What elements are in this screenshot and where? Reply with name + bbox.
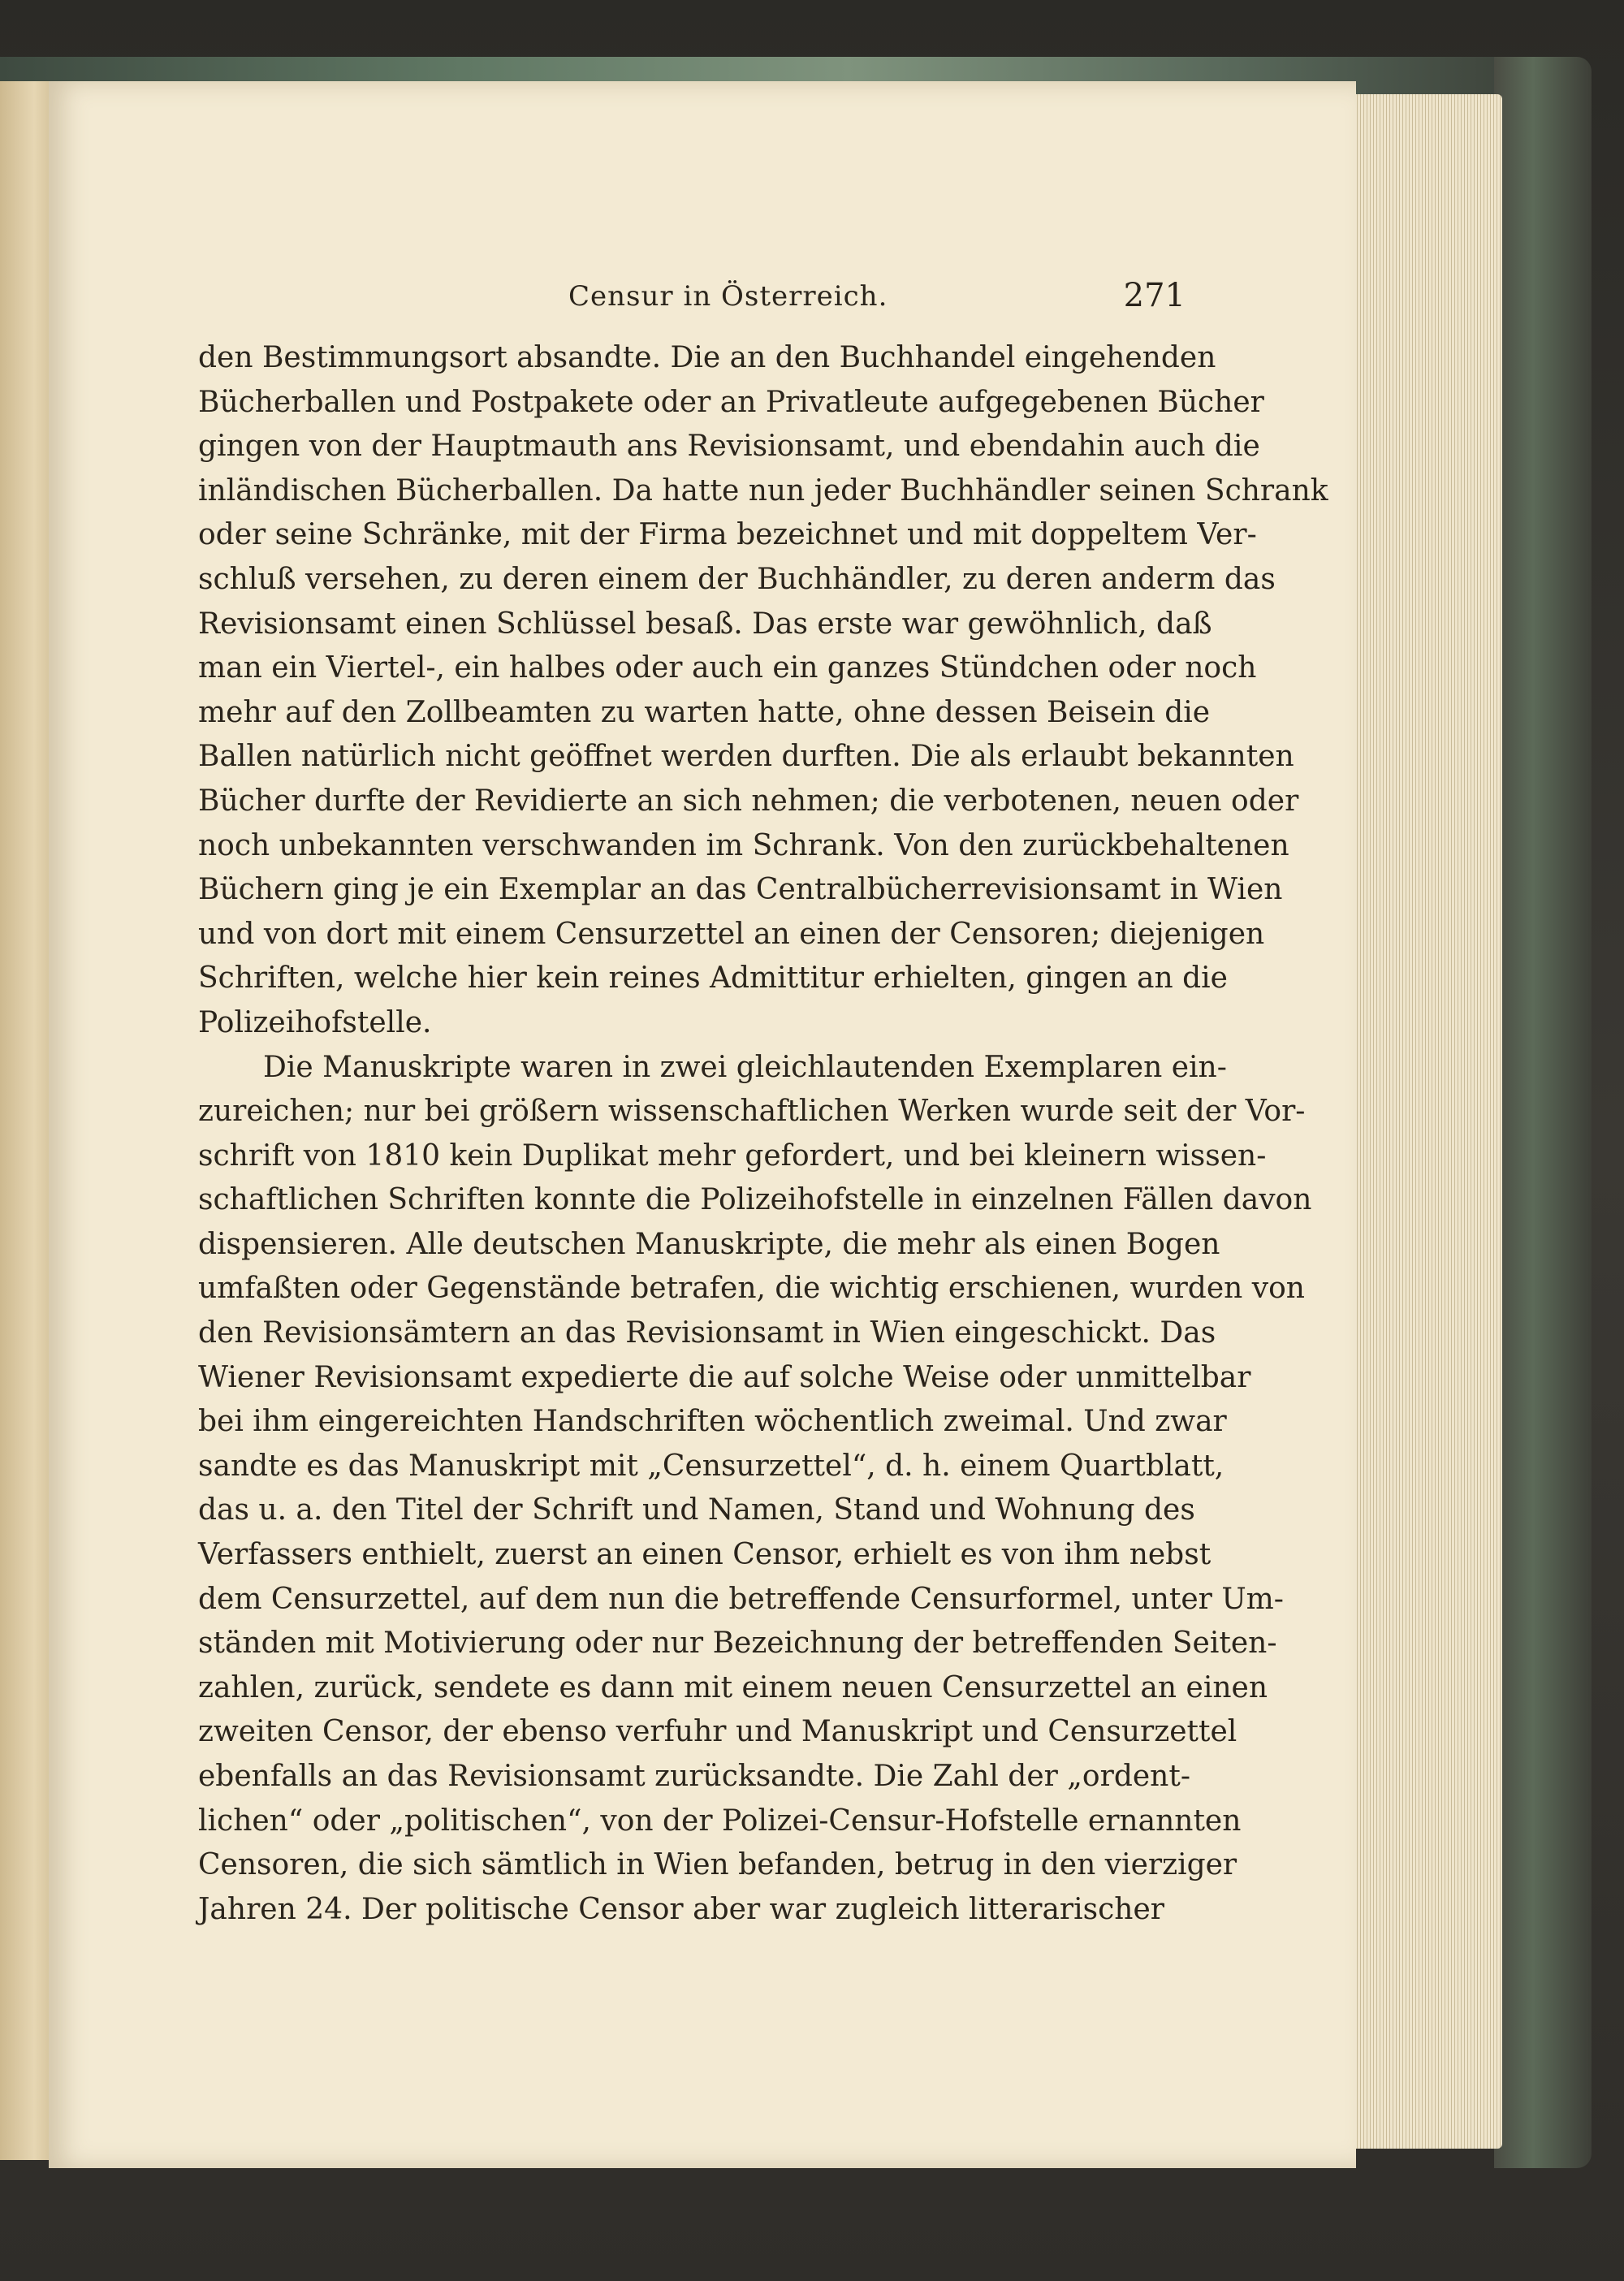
text-line: lichen“ oder „politischen“, von der Polizei-Censur-Hofstelle ernannten <box>198 1804 1242 1838</box>
text-line: dem Censurzettel, auf dem nun die betreffende Censurformel, unter Um- <box>198 1582 1284 1616</box>
text-line: Bücher durfte der Revidierte an sich nehmen; die verbotenen, neuen oder <box>198 784 1299 818</box>
text-line: zweiten Censor, der ebenso verfuhr und Manuskript und Censurzettel <box>198 1715 1237 1749</box>
page-header <box>195 272 1186 329</box>
body-text <box>198 336 1328 1932</box>
left-page-edge <box>0 81 49 2160</box>
text-line: Ballen natürlich nicht geöffnet werden durften. Die als erlaubt bekannten <box>198 740 1294 774</box>
page-edges <box>1348 94 1502 2149</box>
text-line: Verfassers enthielt, zuerst an einen Censor, erhielt es von ihm nebst <box>198 1538 1212 1572</box>
book-cover-right <box>1494 57 1592 2168</box>
page-number: 271 <box>1123 277 1186 314</box>
text-line: Schriften, welche hier kein reines Admittitur erhielten, gingen an die <box>198 961 1228 996</box>
text-line: ständen mit Motivierung oder nur Bezeichnung der betreffenden Seiten- <box>198 1627 1277 1661</box>
text-line: schluß versehen, zu deren einem der Buchhändler, zu deren anderm das <box>198 562 1276 596</box>
text-line: den Bestimmungsort absandte. Die an den Buchhandel eingehenden <box>198 341 1216 374</box>
text-line: das u. a. den Titel der Schrift und Namen, Stand und Wohnung des <box>198 1493 1195 1527</box>
text-line: oder seine Schränke, mit der Firma bezeichnet und mit doppeltem Ver- <box>198 518 1257 552</box>
text-line: man ein Viertel-, ein halbes oder auch ein ganzes Stündchen oder noch <box>198 651 1257 685</box>
text-line: bei ihm eingereichten Handschriften wöchentlich zweimal. Und zwar <box>198 1405 1227 1439</box>
text-line: Bücherballen und Postpakete oder an Privatleute aufgegebenen Bücher <box>198 385 1264 419</box>
text-line: Revisionsamt einen Schlüssel besaß. Das erste war gewöhnlich, daß <box>198 607 1212 641</box>
text-line: schrift von 1810 kein Duplikat mehr gefordert, und bei kleinern wissen- <box>198 1138 1267 1173</box>
text-line: den Revisionsämtern an das Revisionsamt in Wien eingeschickt. Das <box>198 1316 1216 1350</box>
text-line: Polizeihofstelle. <box>198 1005 432 1039</box>
running-title: Censur in Österreich. <box>568 280 888 313</box>
text-line: Jahren 24. Der politische Censor aber war zugleich litterarischer <box>198 1892 1164 1926</box>
text-line: mehr auf den Zollbeamten zu warten hatte, ohne dessen Beisein die <box>198 695 1211 729</box>
paragraph <box>198 1046 1312 1933</box>
text-line: Censoren, die sich sämtlich in Wien befanden, betrug in den vierziger <box>198 1848 1237 1882</box>
text-line: ebenfalls an das Revisionsamt zurücksandte. Die Zahl der „ordent- <box>198 1760 1190 1793</box>
text-line: dispensieren. Alle deutschen Manuskripte, die mehr als einen Bogen <box>198 1227 1220 1261</box>
text-line: und von dort mit einem Censurzettel an einen der Censoren; diejenigen <box>198 917 1265 951</box>
paragraph <box>198 336 1328 1046</box>
text-line: noch unbekannten verschwanden im Schrank. Von den zurückbehaltenen <box>198 828 1289 862</box>
text-line: Wiener Revisionsamt expedierte die auf solche Weise oder unmittelbar <box>198 1360 1251 1394</box>
text-line: Büchern ging je ein Exemplar an das Centralbücherrevisionsamt in Wien <box>198 873 1283 907</box>
text-line: zureichen; nur bei größern wissenschaftlichen Werken wurde seit der Vor- <box>198 1095 1306 1129</box>
text-line: umfaßten oder Gegenstände betrafen, die wichtig erschienen, wurden von <box>198 1272 1305 1306</box>
text-line: schaftlichen Schriften konnte die Polizeihofstelle in einzelnen Fällen davon <box>198 1183 1312 1217</box>
text-line: Die Manuskripte waren in zwei gleichlautenden Exemplaren ein- <box>263 1050 1227 1084</box>
text-line: inländischen Bücherballen. Da hatte nun jeder Buchhändler seinen Schrank <box>198 473 1328 508</box>
text-line: gingen von der Hauptmauth ans Revisionsamt, und ebendahin auch die <box>198 430 1260 464</box>
text-line: sandte es das Manuskript mit „Censurzettel“, d. h. einem Quartblatt, <box>198 1449 1224 1483</box>
text-line: zahlen, zurück, sendete es dann mit einem neuen Censurzettel an einen <box>198 1670 1268 1704</box>
